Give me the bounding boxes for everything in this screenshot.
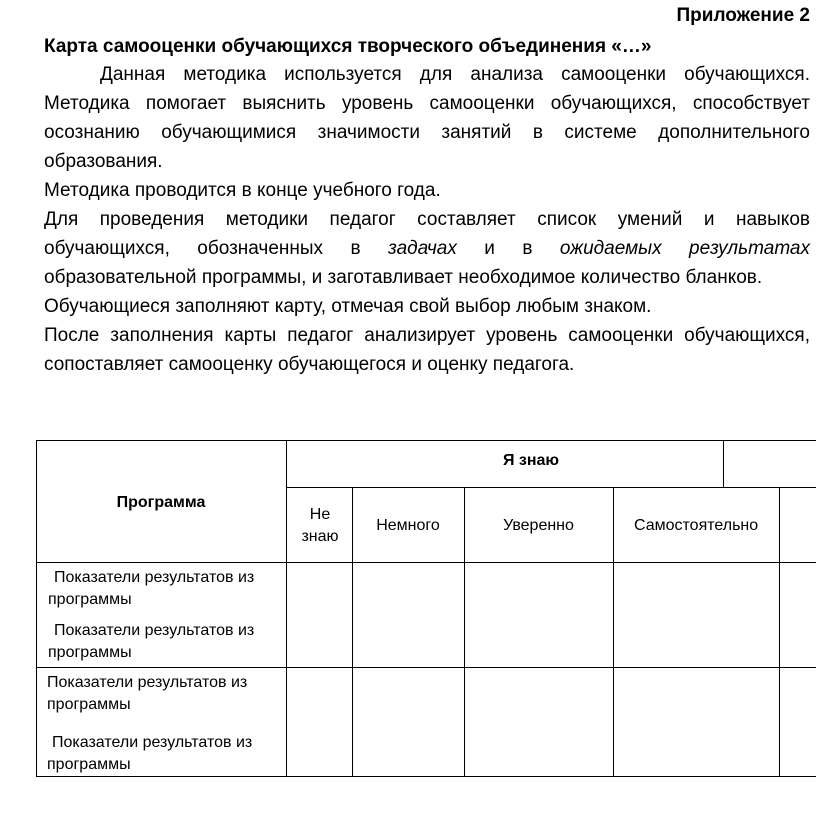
i-know-header: Я знаю bbox=[502, 452, 560, 469]
document-title: Карта самооценки обучающихся творческого объединения «…» bbox=[44, 36, 652, 57]
paragraph-timing: Методика проводится в конце учебного года. bbox=[44, 180, 441, 201]
expected-results-term: ожидаемых результатах bbox=[559, 238, 810, 259]
table-border-bottom bbox=[36, 776, 816, 777]
paragraph-preparation-end: образовательной программы, и заготавливает необходимое количество бланков. bbox=[44, 267, 763, 288]
row-label: Показатели результатов из программы bbox=[48, 622, 255, 661]
table-col-divider-4 bbox=[779, 487, 780, 777]
column-header-independently: Самостоятельно bbox=[634, 517, 759, 534]
self-assessment-table bbox=[36, 440, 816, 780]
paragraph-analysis: После заполнения карты педагог анализирует уровень самооценки обучающихся, сопоставляет самооценку обучающегося и оценку педагога. bbox=[44, 325, 810, 375]
column-header-a-little: Немного bbox=[376, 517, 440, 534]
paragraph-preparation-mid: и в bbox=[456, 238, 560, 259]
table-header-bottom bbox=[36, 562, 816, 563]
paragraph-intro: Данная методика используется для анализа самооценки обучающихся. Методика помогает выяснить уровень самооценки обучающихся, способствует осознанию обучающимися значимости занятий в системе дополнительного образования. bbox=[44, 64, 810, 172]
document-body bbox=[44, 60, 810, 379]
column-header-confidently: Уверенно bbox=[503, 517, 574, 534]
table-col-divider-3 bbox=[613, 487, 614, 777]
row-label: Показатели результатов из программы bbox=[48, 569, 255, 608]
table-col-divider-program bbox=[286, 440, 287, 777]
table-group-divider bbox=[723, 440, 724, 487]
program-header: Программа bbox=[116, 494, 206, 511]
column-header-dont-know: Не знаю bbox=[301, 506, 339, 545]
table-border-top bbox=[36, 440, 816, 441]
paragraph-preparation-start: Для проведения методики педагог составляет список умений и навыков обучающихся, обозначенных в bbox=[44, 209, 810, 259]
table-row-divider bbox=[36, 667, 816, 668]
table-border-left bbox=[36, 440, 37, 777]
tasks-term: задачах bbox=[387, 238, 457, 259]
row-label: Показатели результатов из программы bbox=[47, 674, 248, 713]
paragraph-filling: Обучающиеся заполняют карту, отмечая свой выбор любым знаком. bbox=[44, 296, 652, 317]
table-header-divider bbox=[286, 487, 816, 488]
paragraph-preparation bbox=[44, 205, 810, 292]
appendix-label: Приложение 2 bbox=[676, 5, 810, 26]
row-label: Показатели результатов из программы bbox=[47, 734, 253, 773]
